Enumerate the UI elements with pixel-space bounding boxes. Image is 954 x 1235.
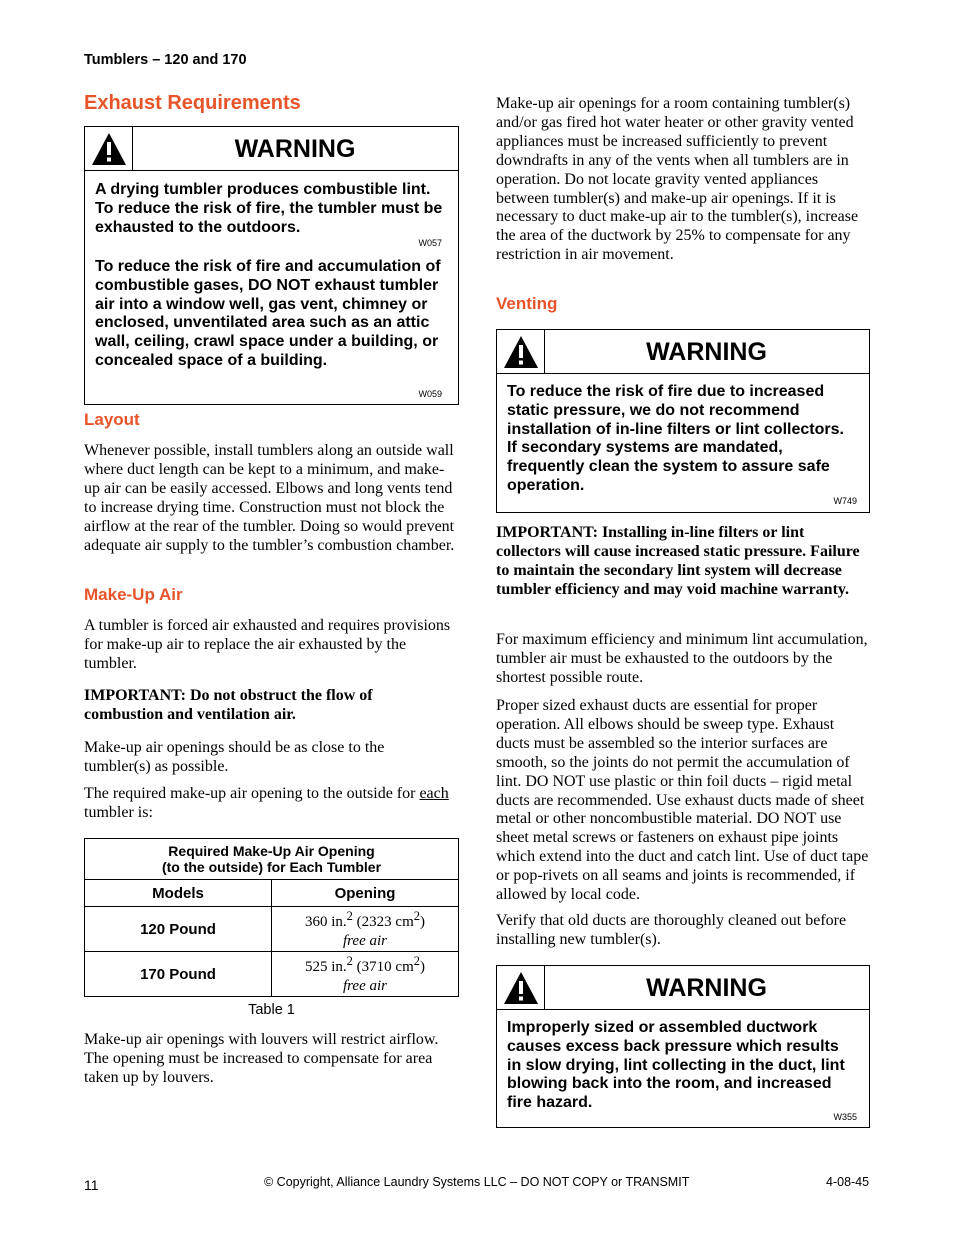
warning-triangle-icon: [503, 971, 539, 1005]
layout-heading: Layout: [84, 410, 140, 429]
paren: ): [420, 914, 425, 930]
warning-title: WARNING: [234, 135, 356, 163]
venting-text-verify: Verify that old ducts are thoroughly cleaned out before installing new tumbler(s).: [496, 912, 847, 948]
warning-icon-cell: [85, 127, 133, 170]
table-cell-model: 120 Pound: [85, 907, 272, 952]
opening-cm: (3710 cm: [352, 959, 414, 975]
free-air-note: free air: [342, 933, 388, 949]
warning-code: W355: [833, 1112, 857, 1122]
venting-text: For maximum efficiency and minimum lint accumulation, tumbler air must be exhausted to the outdoors by the shortest possible route.: [496, 631, 868, 686]
warning-box-static-pressure: [496, 329, 870, 513]
warning-header: [85, 127, 458, 171]
underlined-word: each: [419, 785, 449, 802]
venting-important: IMPORTANT: Installing in-line filters or lint collectors will cause increased static pressure. Failure to maintain the secondary lint system will decrease tumbler efficiency and may void machine warranty.: [496, 524, 860, 598]
free-air-note: free air: [342, 978, 388, 994]
exhaust-requirements-heading: Exhaust Requirements: [84, 92, 301, 114]
table-title-line: (to the outside) for Each Tumbler: [161, 859, 382, 875]
text-span: The required make-up air opening to the outside for: [84, 785, 420, 802]
makeup-important: IMPORTANT: Do not obstruct the flow of combustion and ventilation air.: [84, 687, 373, 723]
page-number: 11: [84, 1177, 99, 1193]
table-cell-opening: [272, 907, 459, 952]
text-span: tumbler is:: [84, 803, 153, 821]
venting-heading: Venting: [496, 294, 558, 313]
warning-title: WARNING: [646, 338, 767, 366]
superscript: 2: [413, 909, 420, 923]
table-title-line: Required Make-Up Air Opening: [168, 843, 375, 859]
makeup-text: Make-up air openings should be as close to the tumbler(s) as possible.: [84, 739, 385, 775]
superscript: 2: [346, 909, 353, 923]
paren: ): [420, 959, 425, 975]
table-header-opening: Opening: [272, 880, 459, 907]
superscript: 2: [413, 954, 420, 968]
warning-icon-cell: [497, 966, 545, 1009]
superscript: 2: [346, 954, 353, 968]
document-number: 4-08-45: [826, 1175, 870, 1189]
venting-text-ducts: Proper sized exhaust ducts are essential for proper operation. All elbows should be sweep type. Exhaust ducts must be assembled so the interior surfaces are smooth, so the joints do not permit the accumulation of lint. DO NOT use plastic or thin foil ducts – rigid metal ducts are recommended. Use exhaust ducts made of sheet metal or other noncombustible material. DO NOT use sheet metal screws or fasteners on exhaust pipe joints which extend into the duct and catch lint. Use of duct tape or pop-rivets on all seams and joints is recommended, if allowed by local code.: [496, 697, 869, 904]
warning-triangle-icon: [91, 132, 127, 166]
makeup-text-each: [84, 785, 459, 823]
warning-box-ductwork: [496, 965, 870, 1128]
makeup-air-heading: Make-Up Air: [84, 585, 183, 604]
table-header-models: Models: [85, 880, 272, 907]
table-cell-opening: [272, 952, 459, 997]
opening-in: 525 in.: [305, 959, 347, 975]
copyright-notice: © Copyright, Alliance Laundry Systems LLC – DO NOT COPY or TRANSMIT: [264, 1175, 690, 1189]
warning-triangle-icon: [503, 335, 539, 369]
warning-code: W749: [833, 496, 857, 506]
warning-text-filters: To reduce the risk of fire due to increased static pressure, we do not recommend installation of in-line filters or lint collectors. If secondary systems are mandated, frequently clean the system to assure safe operation.: [507, 383, 844, 494]
warning-icon-cell: [497, 330, 545, 373]
warning-text-lint: A drying tumbler produces combustible lint. To reduce the risk of fire, the tumbler must be exhausted to the outdoors.: [95, 181, 443, 236]
warning-text-gases: To reduce the risk of fire and accumulation of combustible gases, DO NOT exhaust tumbler air into a window well, gas vent, chimney or enclosed, unventilated area such as an attic wall, ceiling, crawl space under a building, or concealed space of a building.: [95, 258, 441, 369]
warning-title: WARNING: [646, 974, 767, 1002]
warning-code: W057: [418, 238, 442, 248]
table-title: [85, 839, 459, 880]
warning-box-exhaust: [84, 126, 459, 405]
opening-in: 360 in.: [305, 914, 347, 930]
louver-text: Make-up air openings with louvers will restrict airflow. The opening must be increased to compensate for area taken up by louvers.: [84, 1031, 439, 1086]
running-title: Tumblers – 120 and 170: [84, 52, 247, 68]
warning-text-ductwork: Improperly sized or assembled ductwork causes excess back pressure which results in slow drying, lint collecting in the duct, lint blowing back into the room, and increased fire hazard.: [507, 1019, 845, 1112]
layout-text: Whenever possible, install tumblers along an outside wall where duct length can be kept to a minimum, and make-up air can be easily accessed. Elbows and long vents tend to increase drying time. Construction must not block the airflow at the rear of the tumbler. Doing so would prevent adequate air supply to the tumbler’s combustion chamber.: [84, 442, 455, 554]
makeup-text: A tumbler is forced air exhausted and requires provisions for make-up air to replace the air exhausted by the tumbler.: [84, 617, 451, 672]
table-row: [85, 907, 459, 952]
makeup-rooms-text: Make-up air openings for a room containing tumbler(s) and/or gas fired hot water heater or other gravity vented appliances must be increased sufficiently to prevent downdrafts in any of the vents when all tumblers are in operation. Do not locate gravity vented appliances between tumbler(s) and make-up air openings. If it is necessary to duct make-up air to the tumbler(s), increase the area of the ductwork by 25% to compensate for any restriction in air movement.: [496, 95, 859, 264]
warning-code: W059: [418, 389, 442, 399]
table-row: [85, 952, 459, 997]
table-caption: Table 1: [248, 1002, 295, 1018]
makeup-air-table: [84, 838, 459, 997]
table-cell-model: 170 Pound: [85, 952, 272, 997]
warning-header: [497, 966, 869, 1010]
opening-cm: (2323 cm: [352, 914, 414, 930]
warning-header: [497, 330, 869, 374]
